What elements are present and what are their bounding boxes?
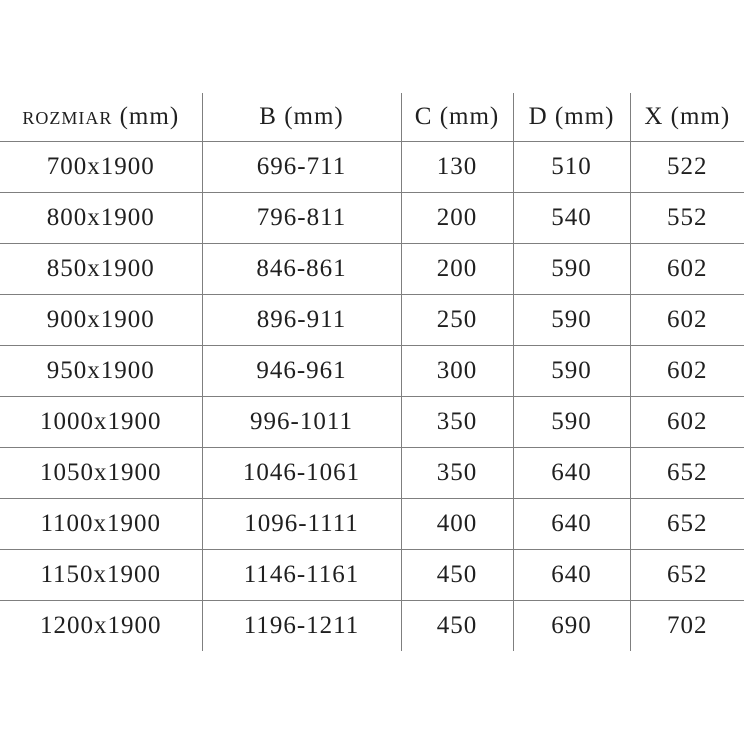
cell-d: 510 <box>513 141 630 192</box>
header-b: B (mm) <box>202 93 401 141</box>
cell-x: 702 <box>667 611 708 639</box>
header-rozmiar <box>0 93 202 141</box>
cell-d: 590 <box>513 345 630 396</box>
cell-x: 652 <box>630 498 744 549</box>
cell-b: 696-711 <box>202 141 401 192</box>
cell-d: 590 <box>513 243 630 294</box>
table-row <box>0 294 744 345</box>
cell-b: 896-911 <box>202 294 401 345</box>
cell-x: 602 <box>630 396 744 447</box>
cell-c: 200 <box>401 192 513 243</box>
cell-x: 602 <box>630 345 744 396</box>
cell-c: 450 <box>401 600 513 651</box>
cell-d: 590 <box>513 396 630 447</box>
header-row <box>0 93 744 141</box>
cell-c: 250 <box>401 294 513 345</box>
cell-b: 796-811 <box>202 192 401 243</box>
cell-size: 900x1900 <box>0 294 202 345</box>
header-d: D (mm) <box>513 93 630 141</box>
table-row <box>0 549 744 600</box>
cell-size: 1050x1900 <box>0 447 202 498</box>
cell-c: 300 <box>401 345 513 396</box>
cell-b: 1196-1211 <box>202 600 401 651</box>
cell-size: 1000x1900 <box>0 396 202 447</box>
cell-c: 450 <box>401 549 513 600</box>
table-row <box>0 396 744 447</box>
cell-d: 540 <box>513 192 630 243</box>
table-row <box>0 243 744 294</box>
cell-b: 1096-1111 <box>202 498 401 549</box>
cell-x: 602 <box>630 243 744 294</box>
cell-x: 602 <box>630 294 744 345</box>
cell-x: 552 <box>630 192 744 243</box>
header-rozmiar-label: ROZMIAR <box>22 107 113 128</box>
cell-x: 652 <box>630 549 744 600</box>
cell-b: 946-961 <box>202 345 401 396</box>
cell-x: 652 <box>630 447 744 498</box>
cell-size: 700x1900 <box>0 141 202 192</box>
size-spec-table <box>0 93 744 651</box>
cell-c: 350 <box>401 447 513 498</box>
cell-size: 1150x1900 <box>0 549 202 600</box>
cell-b: 996-1011 <box>202 396 401 447</box>
cell-c: 200 <box>401 243 513 294</box>
cell-b: 1046-1061 <box>202 447 401 498</box>
cell-size: 950x1900 <box>0 345 202 396</box>
cell-c: 130 <box>401 141 513 192</box>
table-row <box>0 192 744 243</box>
header-rozmiar-unit: (mm) <box>119 102 180 130</box>
table-row <box>0 141 744 192</box>
header-c: C (mm) <box>401 93 513 141</box>
cell-d: 590 <box>513 294 630 345</box>
cell-size: 1200x1900 <box>0 600 202 651</box>
cell-size: 850x1900 <box>0 243 202 294</box>
header-x: X (mm) <box>630 93 744 141</box>
cell-b: 1146-1161 <box>202 549 401 600</box>
table-row <box>0 600 744 651</box>
cell-b: 846-861 <box>202 243 401 294</box>
cell-x: 522 <box>630 141 744 192</box>
cell-c: 350 <box>401 396 513 447</box>
table-row <box>0 447 744 498</box>
table-row <box>0 498 744 549</box>
cell-d: 640 <box>513 447 630 498</box>
table-row <box>0 345 744 396</box>
cell-size: 800x1900 <box>0 192 202 243</box>
cell-c: 400 <box>401 498 513 549</box>
cell-d: 640 <box>513 549 630 600</box>
cell-d: 690 <box>513 600 630 651</box>
cell-d: 640 <box>513 498 630 549</box>
cell-size: 1100x1900 <box>0 498 202 549</box>
